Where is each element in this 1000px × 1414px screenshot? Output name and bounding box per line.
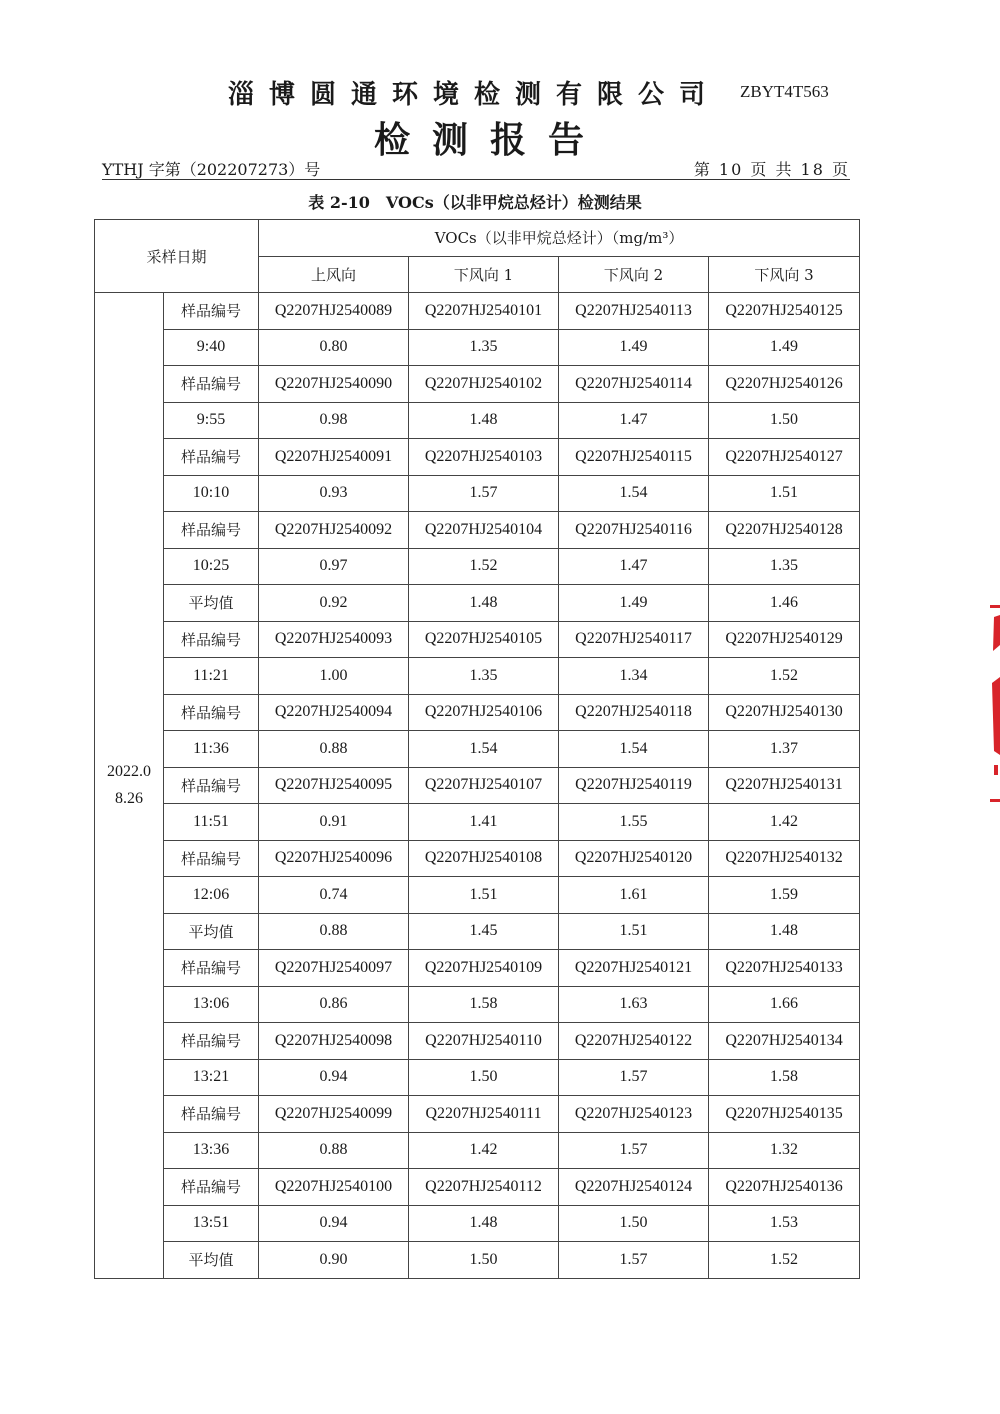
table-row bbox=[95, 1205, 860, 1242]
table-cell: 1.35 bbox=[409, 329, 559, 366]
table-cell: 1.55 bbox=[559, 804, 709, 841]
table-cell: Q2207HJ2540104 bbox=[409, 512, 559, 549]
table-cell: 1.45 bbox=[409, 913, 559, 950]
table-cell: 0.86 bbox=[259, 986, 409, 1023]
row-label: 样品编号 bbox=[164, 293, 259, 330]
table-cell: 0.88 bbox=[259, 913, 409, 950]
table-row bbox=[95, 1023, 860, 1060]
table-cell: 1.46 bbox=[709, 585, 860, 622]
table-cell: Q2207HJ2540130 bbox=[709, 694, 860, 731]
table-cell: 1.48 bbox=[709, 913, 860, 950]
table-cell: 0.90 bbox=[259, 1242, 409, 1279]
header-row-1 bbox=[95, 220, 860, 257]
table-cell: 1.47 bbox=[559, 402, 709, 439]
report-title: 检测报告 bbox=[374, 119, 607, 161]
table-row bbox=[95, 475, 860, 512]
sampling-date: 2022.0 8.26 bbox=[95, 293, 164, 1279]
table-cell: 0.80 bbox=[259, 329, 409, 366]
table-cell: 0.92 bbox=[259, 585, 409, 622]
table-cell: Q2207HJ2540108 bbox=[409, 840, 559, 877]
row-label: 样品编号 bbox=[164, 840, 259, 877]
table-cell: Q2207HJ2540129 bbox=[709, 621, 860, 658]
table-cell: 1.57 bbox=[409, 475, 559, 512]
table-cell: 1.52 bbox=[709, 658, 860, 695]
table-cell: 0.88 bbox=[259, 731, 409, 768]
row-label: 11:21 bbox=[164, 658, 259, 695]
table-cell: 1.58 bbox=[409, 986, 559, 1023]
row-label: 10:25 bbox=[164, 548, 259, 585]
row-label: 样品编号 bbox=[164, 512, 259, 549]
table-cell: Q2207HJ2540092 bbox=[259, 512, 409, 549]
table-cell: Q2207HJ2540122 bbox=[559, 1023, 709, 1060]
table-cell: Q2207HJ2540098 bbox=[259, 1023, 409, 1060]
row-label: 平均值 bbox=[164, 913, 259, 950]
table-cell: Q2207HJ2540126 bbox=[709, 366, 860, 403]
row-label: 样品编号 bbox=[164, 694, 259, 731]
column-header: 下风向 2 bbox=[559, 256, 709, 293]
table-caption: 表 2-10 VOCs（以非甲烷总烃计）检测结果 bbox=[308, 193, 642, 212]
table-cell: Q2207HJ2540107 bbox=[409, 767, 559, 804]
table-row bbox=[95, 913, 860, 950]
table-row bbox=[95, 512, 860, 549]
row-label: 样品编号 bbox=[164, 439, 259, 476]
table-cell: Q2207HJ2540101 bbox=[409, 293, 559, 330]
meta-row bbox=[102, 157, 850, 180]
table-cell: 1.63 bbox=[559, 986, 709, 1023]
table-cell: Q2207HJ2540116 bbox=[559, 512, 709, 549]
column-header: 下风向 3 bbox=[709, 256, 860, 293]
unit-header: VOCs（以非甲烷总烃计）（mg/m³） bbox=[259, 220, 860, 257]
row-label: 9:40 bbox=[164, 329, 259, 366]
red-stamp-fragment bbox=[988, 605, 1000, 803]
table-cell: 1.57 bbox=[559, 1132, 709, 1169]
table-cell: 1.49 bbox=[559, 585, 709, 622]
table-cell: Q2207HJ2540125 bbox=[709, 293, 860, 330]
table-cell: 1.66 bbox=[709, 986, 860, 1023]
table-cell: 1.49 bbox=[559, 329, 709, 366]
table-cell: Q2207HJ2540128 bbox=[709, 512, 860, 549]
table-row bbox=[95, 329, 860, 366]
row-label: 样品编号 bbox=[164, 950, 259, 987]
table-row bbox=[95, 293, 860, 330]
table-cell: Q2207HJ2540115 bbox=[559, 439, 709, 476]
table-cell: 0.74 bbox=[259, 877, 409, 914]
table-cell: 1.57 bbox=[559, 1242, 709, 1279]
table-cell: 1.47 bbox=[559, 548, 709, 585]
table-cell: 0.98 bbox=[259, 402, 409, 439]
table-cell: 1.42 bbox=[709, 804, 860, 841]
row-label: 样品编号 bbox=[164, 1169, 259, 1206]
table-cell: 1.58 bbox=[709, 1059, 860, 1096]
table-cell: 1.35 bbox=[409, 658, 559, 695]
table-cell: Q2207HJ2540091 bbox=[259, 439, 409, 476]
row-label: 样品编号 bbox=[164, 366, 259, 403]
table-cell: 1.53 bbox=[709, 1205, 860, 1242]
table-row bbox=[95, 950, 860, 987]
table-cell: Q2207HJ2540111 bbox=[409, 1096, 559, 1133]
table-cell: Q2207HJ2540118 bbox=[559, 694, 709, 731]
table-cell: 0.88 bbox=[259, 1132, 409, 1169]
table-cell: 1.42 bbox=[409, 1132, 559, 1169]
table-cell: Q2207HJ2540089 bbox=[259, 293, 409, 330]
row-label: 13:21 bbox=[164, 1059, 259, 1096]
table-cell: Q2207HJ2540096 bbox=[259, 840, 409, 877]
table-cell: Q2207HJ2540124 bbox=[559, 1169, 709, 1206]
table-cell: 1.32 bbox=[709, 1132, 860, 1169]
table-row bbox=[95, 804, 860, 841]
table-cell: 1.61 bbox=[559, 877, 709, 914]
company-name: 淄博圆通环境检测有限公司 bbox=[228, 80, 721, 110]
row-label: 11:36 bbox=[164, 731, 259, 768]
table-cell: 0.93 bbox=[259, 475, 409, 512]
table-row bbox=[95, 621, 860, 658]
table-row bbox=[95, 694, 860, 731]
table-cell: Q2207HJ2540132 bbox=[709, 840, 860, 877]
table-row bbox=[95, 439, 860, 476]
table-cell: 1.00 bbox=[259, 658, 409, 695]
table-cell: 0.94 bbox=[259, 1205, 409, 1242]
table-row bbox=[95, 840, 860, 877]
row-label: 样品编号 bbox=[164, 767, 259, 804]
table-row bbox=[95, 402, 860, 439]
table-row bbox=[95, 767, 860, 804]
table-cell: 1.51 bbox=[409, 877, 559, 914]
table-cell: Q2207HJ2540114 bbox=[559, 366, 709, 403]
row-label: 平均值 bbox=[164, 585, 259, 622]
row-label: 11:51 bbox=[164, 804, 259, 841]
table-cell: 1.50 bbox=[409, 1242, 559, 1279]
report-number: YTHJ 字第（202207273）号 bbox=[102, 160, 321, 179]
table-cell: Q2207HJ2540135 bbox=[709, 1096, 860, 1133]
table-cell: Q2207HJ2540121 bbox=[559, 950, 709, 987]
table-row bbox=[95, 585, 860, 622]
row-label: 样品编号 bbox=[164, 1023, 259, 1060]
table-cell: 1.59 bbox=[709, 877, 860, 914]
table-row bbox=[95, 986, 860, 1023]
table-cell: 1.37 bbox=[709, 731, 860, 768]
table-cell: 1.51 bbox=[709, 475, 860, 512]
table-cell: Q2207HJ2540097 bbox=[259, 950, 409, 987]
table-cell: 1.51 bbox=[559, 913, 709, 950]
table-cell: 1.48 bbox=[409, 585, 559, 622]
table-cell: Q2207HJ2540131 bbox=[709, 767, 860, 804]
table-row bbox=[95, 548, 860, 585]
results-table bbox=[94, 219, 860, 1279]
table-cell: 1.54 bbox=[559, 475, 709, 512]
table-cell: Q2207HJ2540105 bbox=[409, 621, 559, 658]
table-cell: Q2207HJ2540090 bbox=[259, 366, 409, 403]
table-row bbox=[95, 1169, 860, 1206]
table-cell: 1.57 bbox=[559, 1059, 709, 1096]
row-label: 样品编号 bbox=[164, 1096, 259, 1133]
row-label: 13:06 bbox=[164, 986, 259, 1023]
table-cell: Q2207HJ2540094 bbox=[259, 694, 409, 731]
row-label: 平均值 bbox=[164, 1242, 259, 1279]
table-cell: 1.52 bbox=[709, 1242, 860, 1279]
table-cell: Q2207HJ2540110 bbox=[409, 1023, 559, 1060]
row-label: 9:55 bbox=[164, 402, 259, 439]
table-cell: 1.41 bbox=[409, 804, 559, 841]
table-row bbox=[95, 1132, 860, 1169]
row-label: 样品编号 bbox=[164, 621, 259, 658]
table-cell: Q2207HJ2540119 bbox=[559, 767, 709, 804]
table-row bbox=[95, 877, 860, 914]
page-info: 第 10 页 共 18 页 bbox=[693, 160, 850, 179]
table-cell: 1.50 bbox=[409, 1059, 559, 1096]
date-header: 采样日期 bbox=[95, 220, 259, 293]
table-cell: Q2207HJ2540136 bbox=[709, 1169, 860, 1206]
table-row bbox=[95, 1059, 860, 1096]
table-cell: Q2207HJ2540113 bbox=[559, 293, 709, 330]
row-label: 13:51 bbox=[164, 1205, 259, 1242]
table-cell: Q2207HJ2540109 bbox=[409, 950, 559, 987]
table-cell: 0.94 bbox=[259, 1059, 409, 1096]
table-cell: 1.34 bbox=[559, 658, 709, 695]
table-cell: Q2207HJ2540100 bbox=[259, 1169, 409, 1206]
table-cell: 1.48 bbox=[409, 402, 559, 439]
table-cell: Q2207HJ2540120 bbox=[559, 840, 709, 877]
table-cell: Q2207HJ2540102 bbox=[409, 366, 559, 403]
table-cell: 1.35 bbox=[709, 548, 860, 585]
table-row bbox=[95, 1096, 860, 1133]
table-cell: Q2207HJ2540123 bbox=[559, 1096, 709, 1133]
table-cell: 0.97 bbox=[259, 548, 409, 585]
table-row bbox=[95, 366, 860, 403]
table-row bbox=[95, 1242, 860, 1279]
table-cell: Q2207HJ2540134 bbox=[709, 1023, 860, 1060]
column-header: 下风向 1 bbox=[409, 256, 559, 293]
row-label: 10:10 bbox=[164, 475, 259, 512]
table-cell: 0.91 bbox=[259, 804, 409, 841]
table-cell: Q2207HJ2540133 bbox=[709, 950, 860, 987]
row-label: 12:06 bbox=[164, 877, 259, 914]
table-cell: 1.54 bbox=[559, 731, 709, 768]
table-cell: 1.52 bbox=[409, 548, 559, 585]
table-cell: Q2207HJ2540103 bbox=[409, 439, 559, 476]
report-code: ZBYT4T563 bbox=[740, 82, 829, 101]
table-cell: 1.54 bbox=[409, 731, 559, 768]
table-cell: Q2207HJ2540095 bbox=[259, 767, 409, 804]
row-label: 13:36 bbox=[164, 1132, 259, 1169]
table-cell: 1.48 bbox=[409, 1205, 559, 1242]
table-row bbox=[95, 658, 860, 695]
table-cell: Q2207HJ2540106 bbox=[409, 694, 559, 731]
table-cell: Q2207HJ2540099 bbox=[259, 1096, 409, 1133]
table-cell: 1.50 bbox=[709, 402, 860, 439]
column-header: 上风向 bbox=[259, 256, 409, 293]
table-cell: Q2207HJ2540112 bbox=[409, 1169, 559, 1206]
table-cell: Q2207HJ2540127 bbox=[709, 439, 860, 476]
table-cell: 1.49 bbox=[709, 329, 860, 366]
table-cell: 1.50 bbox=[559, 1205, 709, 1242]
table-cell: Q2207HJ2540117 bbox=[559, 621, 709, 658]
table-row bbox=[95, 731, 860, 768]
table-cell: Q2207HJ2540093 bbox=[259, 621, 409, 658]
